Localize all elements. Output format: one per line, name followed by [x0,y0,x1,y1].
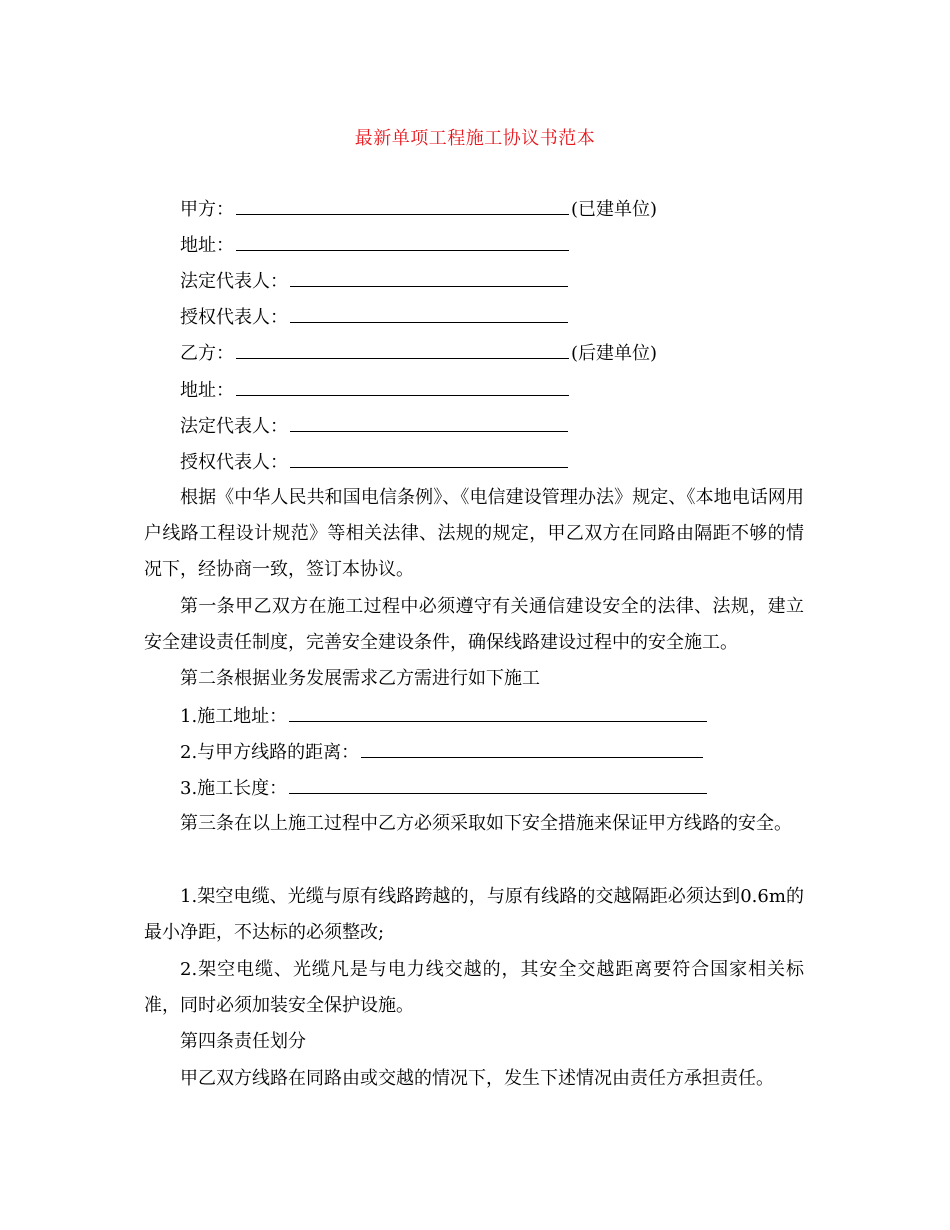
party-a-legal-rep-blank[interactable] [290,268,568,287]
party-a-line [180,196,657,222]
distance-blank[interactable] [361,739,703,758]
party-b-line [180,340,657,366]
article-4-text: 甲乙双方线路在同路由或交越的情况下，发生下述情况由责任方承担责任。 [180,1068,774,1089]
construction-address-label: 1.施工地址： [180,706,288,727]
party-b-legal-rep-blank[interactable] [290,413,568,432]
party-b-auth-rep-blank[interactable] [290,449,568,468]
party-b-auth-rep-line [180,449,570,475]
article-2-item-1 [180,703,709,729]
party-a-label: 甲方： [180,199,234,220]
party-a-auth-rep-blank[interactable] [290,304,568,323]
party-a-address-label: 地址： [180,235,234,256]
construction-length-blank[interactable] [289,775,707,794]
party-b-suffix: (后建单位) [571,343,658,364]
article-3-heading: 第三条在以上施工过程中乙方必须采取如下安全措施来保证甲方线路的安全。 [180,813,792,834]
article-2-item-2 [180,739,705,765]
article-3-item-1: 1.架空电缆、光缆与原有线路跨越的，与原有线路的交越隔距必须达到0.6m的最小净距，不达标的必须整改; [144,886,804,943]
party-b-address-label: 地址： [180,380,234,401]
construction-address-blank[interactable] [289,703,707,722]
party-a-legal-rep-line [180,268,570,294]
article-3-item-2: 2.架空电缆、光缆凡是与电力线交越的，其安全交越距离要符合国家相关标准，同时必须加装安全保护设施。 [144,959,804,1016]
party-b-blank[interactable] [236,340,569,359]
article-2-item-3 [180,775,709,801]
party-b-legal-rep-line [180,413,570,439]
party-b-address-blank[interactable] [236,377,569,396]
article-2-heading: 第二条根据业务发展需求乙方需进行如下施工 [180,668,540,689]
party-b-auth-rep-label: 授权代表人： [180,452,288,473]
party-a-auth-rep-line [180,304,570,330]
party-b-label: 乙方： [180,343,234,364]
party-a-address-blank[interactable] [236,232,569,251]
party-a-address-line [180,232,571,258]
party-b-legal-rep-label: 法定代表人： [180,416,288,437]
party-a-auth-rep-label: 授权代表人： [180,307,288,328]
party-b-address-line [180,377,571,403]
construction-length-label: 3.施工长度： [180,778,288,799]
article-1-paragraph: 第一条甲乙双方在施工过程中必须遵守有关通信建设安全的法律、法规，建立安全建设责任制度，完善安全建设条件，确保线路建设过程中的安全施工。 [144,596,804,653]
article-4-heading: 第四条责任划分 [180,1031,306,1052]
party-a-suffix: (已建单位) [571,199,658,220]
distance-label: 2.与甲方线路的距离： [180,742,360,763]
party-a-legal-rep-label: 法定代表人： [180,271,288,292]
intro-paragraph: 根据《中华人民共和国电信条例》、《电信建设管理办法》规定、《本地电话网用户线路工程设计规范》等相关法律、法规的规定，甲乙双方在同路由隔距不够的情况下，经协商一致，签订本协议。 [144,487,804,580]
document-title: 最新单项工程施工协议书范本 [354,128,596,149]
party-a-blank[interactable] [236,196,569,215]
